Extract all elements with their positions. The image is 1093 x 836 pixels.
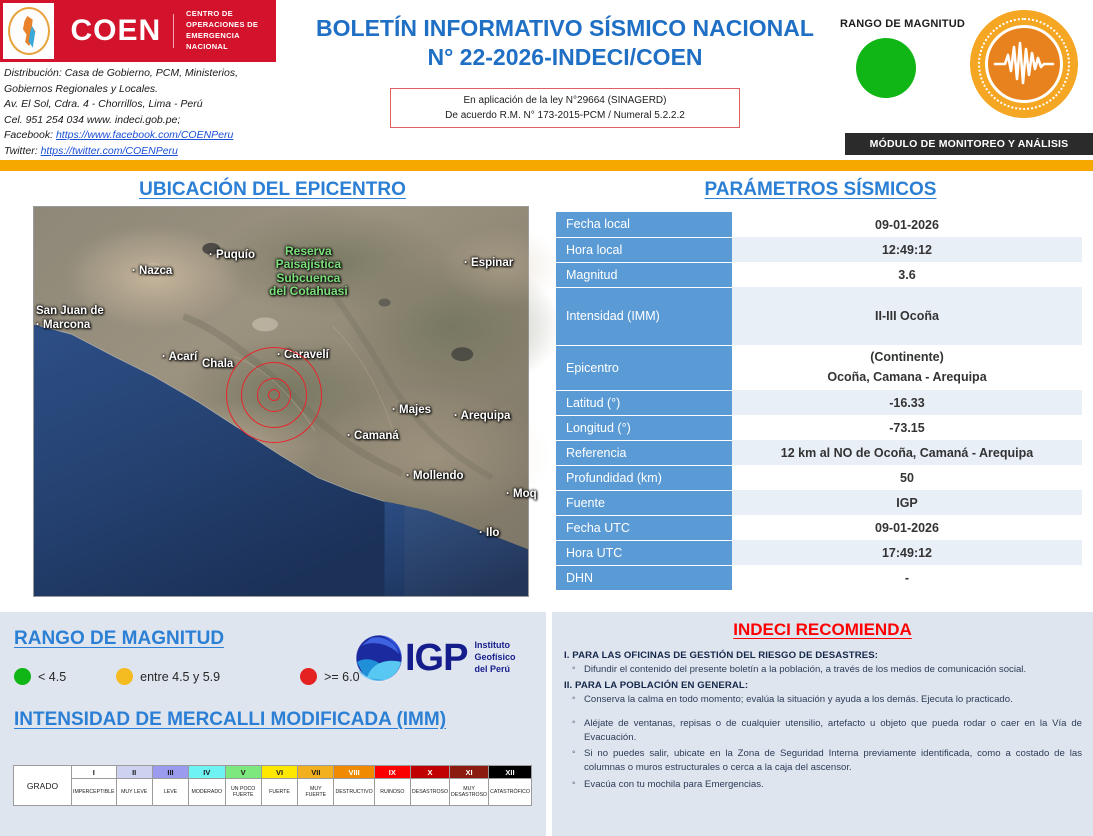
mercalli-level-roman: VI xyxy=(262,766,297,779)
epicenter-section-title: UBICACIÓN DEL EPICENTRO xyxy=(139,179,406,200)
parameter-label: DHN xyxy=(556,565,732,590)
mercalli-level xyxy=(375,766,411,805)
parameter-label: Fuente xyxy=(556,490,732,515)
distribution-line-3: Av. El Sol, Cdra. 4 - Chorrillos, Lima - Perú xyxy=(4,98,203,111)
recommendations-group-2-list xyxy=(564,693,1082,792)
mercalli-scale-title: INTENSIDAD DE MERCALLI MODIFICADA (IMM) xyxy=(14,709,447,730)
table-row xyxy=(556,540,1082,565)
map-label-puqu-o: · Puquío xyxy=(209,249,255,261)
logo-dotted-ring xyxy=(978,18,1070,110)
mercalli-level-name: IMPERCEPTIBLE xyxy=(72,779,116,805)
bulletin-title xyxy=(300,14,830,73)
facebook-row xyxy=(4,128,304,144)
parameter-value xyxy=(732,345,1082,390)
reserve-line-4: del Cotahuasi xyxy=(269,284,348,299)
mercalli-levels xyxy=(72,766,531,805)
parameter-value: -16.33 xyxy=(732,390,1082,415)
parameter-label: Fecha UTC xyxy=(556,515,732,540)
parameter-value: II-III Ocoña xyxy=(732,287,1082,345)
map-label-ilo: · Ilo xyxy=(479,527,500,539)
igp-name-line-1: Instituto xyxy=(474,640,510,651)
map-label-chala: Chala xyxy=(202,358,234,370)
coen-name-line-3: EMERGENCIA NACIONAL xyxy=(186,31,240,51)
mercalli-level xyxy=(153,766,189,805)
bulletin-title-line-2: N° 22-2026-INDECI/COEN xyxy=(427,44,703,71)
page-header xyxy=(0,0,1093,160)
map-label-arequipa: · Arequipa xyxy=(454,410,511,422)
parameter-label: Referencia xyxy=(556,440,732,465)
parameter-label: Fecha local xyxy=(556,212,732,237)
mercalli-level-roman: IV xyxy=(189,766,224,779)
coen-logo xyxy=(3,3,54,59)
twitter-label: Twitter: xyxy=(4,144,41,157)
parameter-value-line: (Continente) xyxy=(870,350,944,365)
mercalli-level xyxy=(411,766,450,805)
table-row xyxy=(556,287,1082,345)
list-item: ◦ Si no puedes salir, ubicate en la Zona de Seguridad Interna previamente identificada, como a costado de las columnas o muros estructurales o cerca a la caja del ascensor. xyxy=(564,747,1082,774)
distribution-line-1: Distribución: Casa de Gobierno, PCM, Ministerios, xyxy=(4,67,239,79)
parameter-label: Hora local xyxy=(556,237,732,262)
monitoring-module-logo xyxy=(970,10,1078,118)
magnitude-legend-dot xyxy=(14,668,31,685)
mercalli-level-roman: II xyxy=(117,766,152,779)
parameter-value: 3.6 xyxy=(732,262,1082,287)
reserve-line-1: Reserva xyxy=(284,244,332,258)
igp-name-line-3: del Perú xyxy=(474,663,510,674)
mercalli-row-header: GRADO xyxy=(14,766,72,805)
mercalli-level-roman: VIII xyxy=(334,766,373,779)
recommendations-group-1-list xyxy=(564,663,1082,677)
brand-divider xyxy=(173,14,174,48)
parameter-value: 09-01-2026 xyxy=(732,515,1082,540)
map-label-san-juan-de: San Juan de xyxy=(36,305,104,317)
coen-brand-band xyxy=(0,0,276,62)
magnitude-legend-label: < 4.5 xyxy=(38,669,67,684)
parameter-label: Latitud (°) xyxy=(556,390,732,415)
parameter-value: 12 km al NO de Ocoña, Camaná - Arequipa xyxy=(732,440,1082,465)
magnitude-legend-item xyxy=(116,668,220,685)
table-row xyxy=(556,565,1082,590)
magnitude-legend-item xyxy=(300,668,359,685)
parameters-section-title: PARÁMETROS SÍSMICOS xyxy=(704,179,937,200)
parameter-value: 12:49:12 xyxy=(732,237,1082,262)
magnitude-legend-dot xyxy=(300,668,317,685)
seismograph-wave-icon xyxy=(993,41,1055,87)
map-label-caman-: · Camaná xyxy=(347,430,399,442)
coen-name-line-2: OPERACIONES DE xyxy=(186,20,259,30)
facebook-link[interactable]: https://www.facebook.com/COENPeru xyxy=(55,129,234,142)
mercalli-level-name: FUERTE xyxy=(262,779,297,805)
mercalli-level-name: MODERADO xyxy=(189,779,224,805)
mercalli-level xyxy=(262,766,298,805)
table-row xyxy=(556,490,1082,515)
parameter-label: Longitud (°) xyxy=(556,415,732,440)
map-label-acar-: · Acarí xyxy=(162,351,198,363)
parameter-value: 50 xyxy=(732,465,1082,490)
parameter-label: Intensidad (IMM) xyxy=(556,287,732,345)
table-row xyxy=(556,212,1082,237)
mercalli-level-name: DESASTROSO xyxy=(411,779,449,805)
map-label-moq: · Moq xyxy=(506,488,537,500)
recommendations-group-2-heading: II. PARA LA POBLACIÓN EN GENERAL: xyxy=(564,679,749,691)
parameter-value: IGP xyxy=(732,490,1082,515)
twitter-row xyxy=(4,144,304,160)
igp-acronym: IGP xyxy=(405,637,468,679)
igp-globe-icon xyxy=(355,634,403,682)
igp-logo xyxy=(355,634,515,682)
list-item: ◦ Aléjate de ventanas, repisas o de cualquier utensilio, artefacto u objeto que pueda rodar o caer en la Vía de Evacuación. xyxy=(564,717,1082,744)
recommendations-group-1-heading: I. PARA LAS OFICINAS DE GESTIÓN DEL RIESGO DE DESASTRES: xyxy=(564,650,879,661)
distribution-info xyxy=(4,66,304,159)
parameter-value: 17:49:12 xyxy=(732,540,1082,565)
map-label-caravel-: · Caravelí xyxy=(277,349,329,361)
recommendations-panel xyxy=(552,612,1093,836)
parameter-label: Epicentro xyxy=(556,345,732,390)
legal-notice-box xyxy=(390,88,740,128)
magnitude-range-title: RANGO DE MAGNITUD xyxy=(14,628,225,649)
parameter-label: Magnitud xyxy=(556,262,732,287)
coen-name-line-1: CENTRO DE xyxy=(186,9,233,19)
table-row xyxy=(556,440,1082,465)
coen-full-name xyxy=(186,9,276,53)
reserve-line-2: Paisajística xyxy=(275,257,342,272)
map-label-espinar: · Espinar xyxy=(464,257,514,269)
magnitude-legend-dot xyxy=(116,668,133,685)
coen-acronym: COEN xyxy=(70,14,162,47)
mercalli-level-name: MUY DESASTROSO xyxy=(450,779,488,805)
parameter-value: -73.15 xyxy=(732,415,1082,440)
mercalli-level xyxy=(298,766,334,805)
mercalli-level-name: UN POCO FUERTE xyxy=(226,779,261,805)
header-magnitude-range-label: RANGO DE MAGNITUD xyxy=(840,18,966,30)
epicenter-ring-core xyxy=(268,389,280,401)
logo-inner-disc xyxy=(985,25,1063,103)
epicenter-map[interactable] xyxy=(33,206,537,597)
mercalli-level-roman: XI xyxy=(450,766,488,779)
igp-full-name xyxy=(474,640,515,676)
parameter-value: - xyxy=(732,565,1082,590)
map-label-mollendo: · Mollendo xyxy=(406,470,464,482)
parameter-label: Hora UTC xyxy=(556,540,732,565)
mercalli-level xyxy=(450,766,489,805)
indeci-recommends-title: INDECI RECOMIENDA xyxy=(733,620,912,639)
mercalli-level xyxy=(189,766,225,805)
mercalli-level-name: DESTRUCTIVO xyxy=(334,779,373,805)
parameter-value-line: Ocoña, Camana - Arequipa xyxy=(827,369,987,384)
parameter-label: Profundidad (km) xyxy=(556,465,732,490)
mercalli-level-roman: IX xyxy=(375,766,410,779)
facebook-label: Facebook: xyxy=(4,129,56,142)
mercalli-level-name: CATASTRÓFICO xyxy=(489,779,531,805)
header-magnitude-indicator-dot xyxy=(856,38,916,98)
magnitude-legend-item xyxy=(14,668,66,685)
parameter-value: 09-01-2026 xyxy=(732,212,1082,237)
seismic-parameters-body xyxy=(556,212,1082,590)
mercalli-intensity-scale xyxy=(13,765,532,806)
magnitude-legend-label: >= 6.0 xyxy=(324,669,360,684)
mercalli-level-roman: XII xyxy=(489,766,531,779)
mercalli-level-roman: I xyxy=(72,766,116,779)
legal-line-2: De acuerdo R.M. N° 173-2015-PCM / Numeral 5.2.2.2 xyxy=(445,110,685,121)
mercalli-level-name: MUY FUERTE xyxy=(298,779,333,805)
igp-name-line-2: Geofísico xyxy=(474,652,516,663)
map-label-majes: · Majes xyxy=(392,404,431,416)
gold-separator-bar xyxy=(0,160,1093,171)
list-item: ◦ Conserva la calma en todo momento; evalúa la situación y ayuda a los demás. Ejecuta lo practicado. xyxy=(564,693,1082,707)
module-banner: MÓDULO DE MONITOREO Y ANÁLISIS xyxy=(845,133,1093,155)
table-row xyxy=(556,237,1082,262)
table-row xyxy=(556,390,1082,415)
list-item: ◦ Evacúa con tu mochila para Emergencias. xyxy=(564,778,1082,792)
recommendations-body xyxy=(564,648,1082,794)
mercalli-level xyxy=(226,766,262,805)
table-row xyxy=(556,262,1082,287)
mercalli-level-roman: III xyxy=(153,766,188,779)
distribution-line-4: Cel. 951 254 034 www. indeci.gob.pe; xyxy=(4,113,181,126)
peru-map-emblem-icon xyxy=(8,7,50,55)
mercalli-level xyxy=(72,766,117,805)
igp-globe-svg xyxy=(355,634,403,682)
mercalli-level-roman: X xyxy=(411,766,449,779)
list-item: ◦ Difundir el contenido del presente boletín a la población, a través de los medios de comunicación social. xyxy=(564,663,1082,677)
mercalli-level-name: RUINOSO xyxy=(375,779,410,805)
table-row xyxy=(556,465,1082,490)
reserve-line-3: Subcuenca xyxy=(276,270,341,285)
mercalli-level-roman: V xyxy=(226,766,261,779)
map-label-nazca: · Nazca xyxy=(132,265,173,277)
mercalli-level xyxy=(334,766,374,805)
mercalli-level xyxy=(489,766,531,805)
distribution-line-2: Gobiernos Regionales y Locales. xyxy=(4,82,159,95)
magnitude-legend-label: entre 4.5 y 5.9 xyxy=(140,669,221,684)
mercalli-level-roman: VII xyxy=(298,766,333,779)
legal-line-1: En aplicación de la ley N°29664 (SINAGERD) xyxy=(463,95,667,106)
seismic-parameters-table xyxy=(556,212,1082,591)
table-row xyxy=(556,515,1082,540)
twitter-link[interactable]: https://twitter.com/COENPeru xyxy=(40,144,178,157)
map-label-marcona: · Marcona xyxy=(36,319,91,331)
mercalli-level xyxy=(117,766,153,805)
magnitude-legend-row xyxy=(14,668,360,685)
table-row xyxy=(556,415,1082,440)
mercalli-level-name: LEVE xyxy=(153,779,188,805)
table-row xyxy=(556,345,1082,390)
mercalli-level-name: MUY LEVE xyxy=(117,779,152,805)
bulletin-title-line-1: BOLETÍN INFORMATIVO SÍSMICO NACIONAL xyxy=(316,15,814,41)
